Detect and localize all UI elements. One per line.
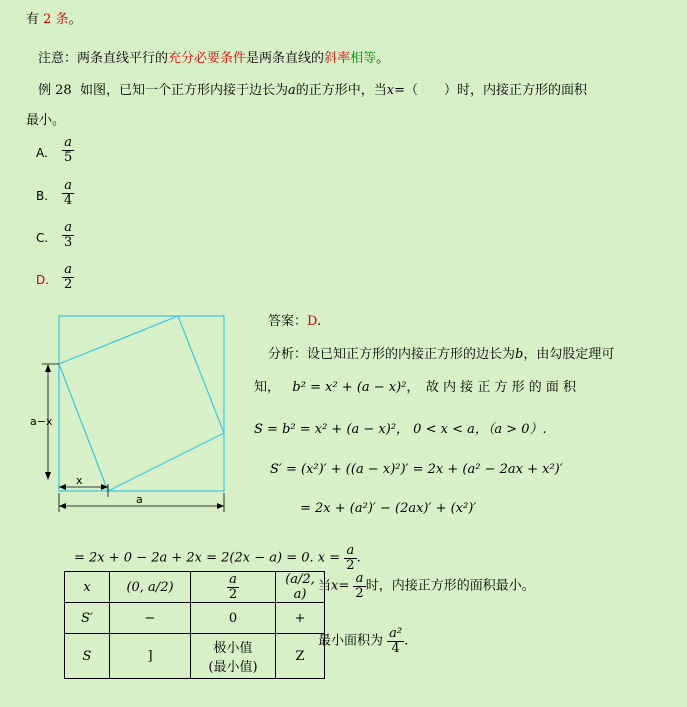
- sign-table: x (0, a/2) $\frac{a}{2}$ (a/2, a) S′ − 0 + S ] 极小值 (最小值) Z: [64, 571, 325, 679]
- outer-square: [59, 316, 224, 491]
- min-area-line: 最小面积为 $\frac{\text{a²}}{4}$ .: [318, 626, 409, 656]
- option-c-fraction[interactable]: $\frac{a}{3}$: [64, 220, 73, 250]
- option-a-letter[interactable]: A.: [36, 146, 48, 160]
- analysis-line1: 分析：设已知正方形的内接正方形的边长为b，由勾股定理可: [268, 347, 615, 362]
- option-b-letter[interactable]: B.: [36, 189, 49, 203]
- option-d-letter[interactable]: D.: [36, 273, 50, 287]
- equation-derivative: S′ = (x²)′ + ((a − x)²)′ = 2x + (a² − 2ax + x²)′: [270, 462, 563, 477]
- equation-derivative-expand: = 2x + (a²)′ − (2ax)′ + (x²)′: [300, 501, 477, 516]
- note-line: 注意：两条直线平行的充分必要条件是两条直线的斜率相等。: [38, 51, 390, 66]
- geometry-figure: [28, 312, 248, 517]
- inner-square: [59, 316, 224, 491]
- label-x: x: [76, 474, 83, 487]
- example-question-cont: 最小。: [26, 113, 66, 128]
- analysis-line2: 知， b² = x² + (a − x)²， 故 内 接 正 方 形 的 面 积: [254, 380, 576, 395]
- option-c-letter[interactable]: C.: [36, 231, 49, 245]
- line-count: 有 2 条。: [26, 12, 82, 27]
- label-a: a: [136, 493, 143, 506]
- option-a-fraction[interactable]: $\frac{a}{5}$: [64, 135, 73, 165]
- conclusion-line: 当x= $\frac{a}{2}$ 时，内接正方形的面积最小。: [318, 571, 535, 601]
- example-question: 例 28 如图，已知一个正方形内接于边长为a的正方形中，当x=（ ）时，内接正方形的面积: [38, 83, 587, 98]
- label-a-minus-x: a−x: [30, 415, 53, 428]
- equation-area: S = b² = x² + (a − x)²， 0 < x < a，（a > 0）.: [254, 422, 547, 437]
- option-b-fraction[interactable]: $\frac{a}{4}$: [64, 178, 73, 208]
- equation-solve: = 2x + 0 − 2a + 2x = 2(2x − a) = 0. x = $\frac{a}{2}$ .: [74, 543, 361, 573]
- answer-line: 答案：D.: [268, 314, 322, 329]
- option-d-fraction[interactable]: $\frac{a}{2}$: [64, 262, 73, 292]
